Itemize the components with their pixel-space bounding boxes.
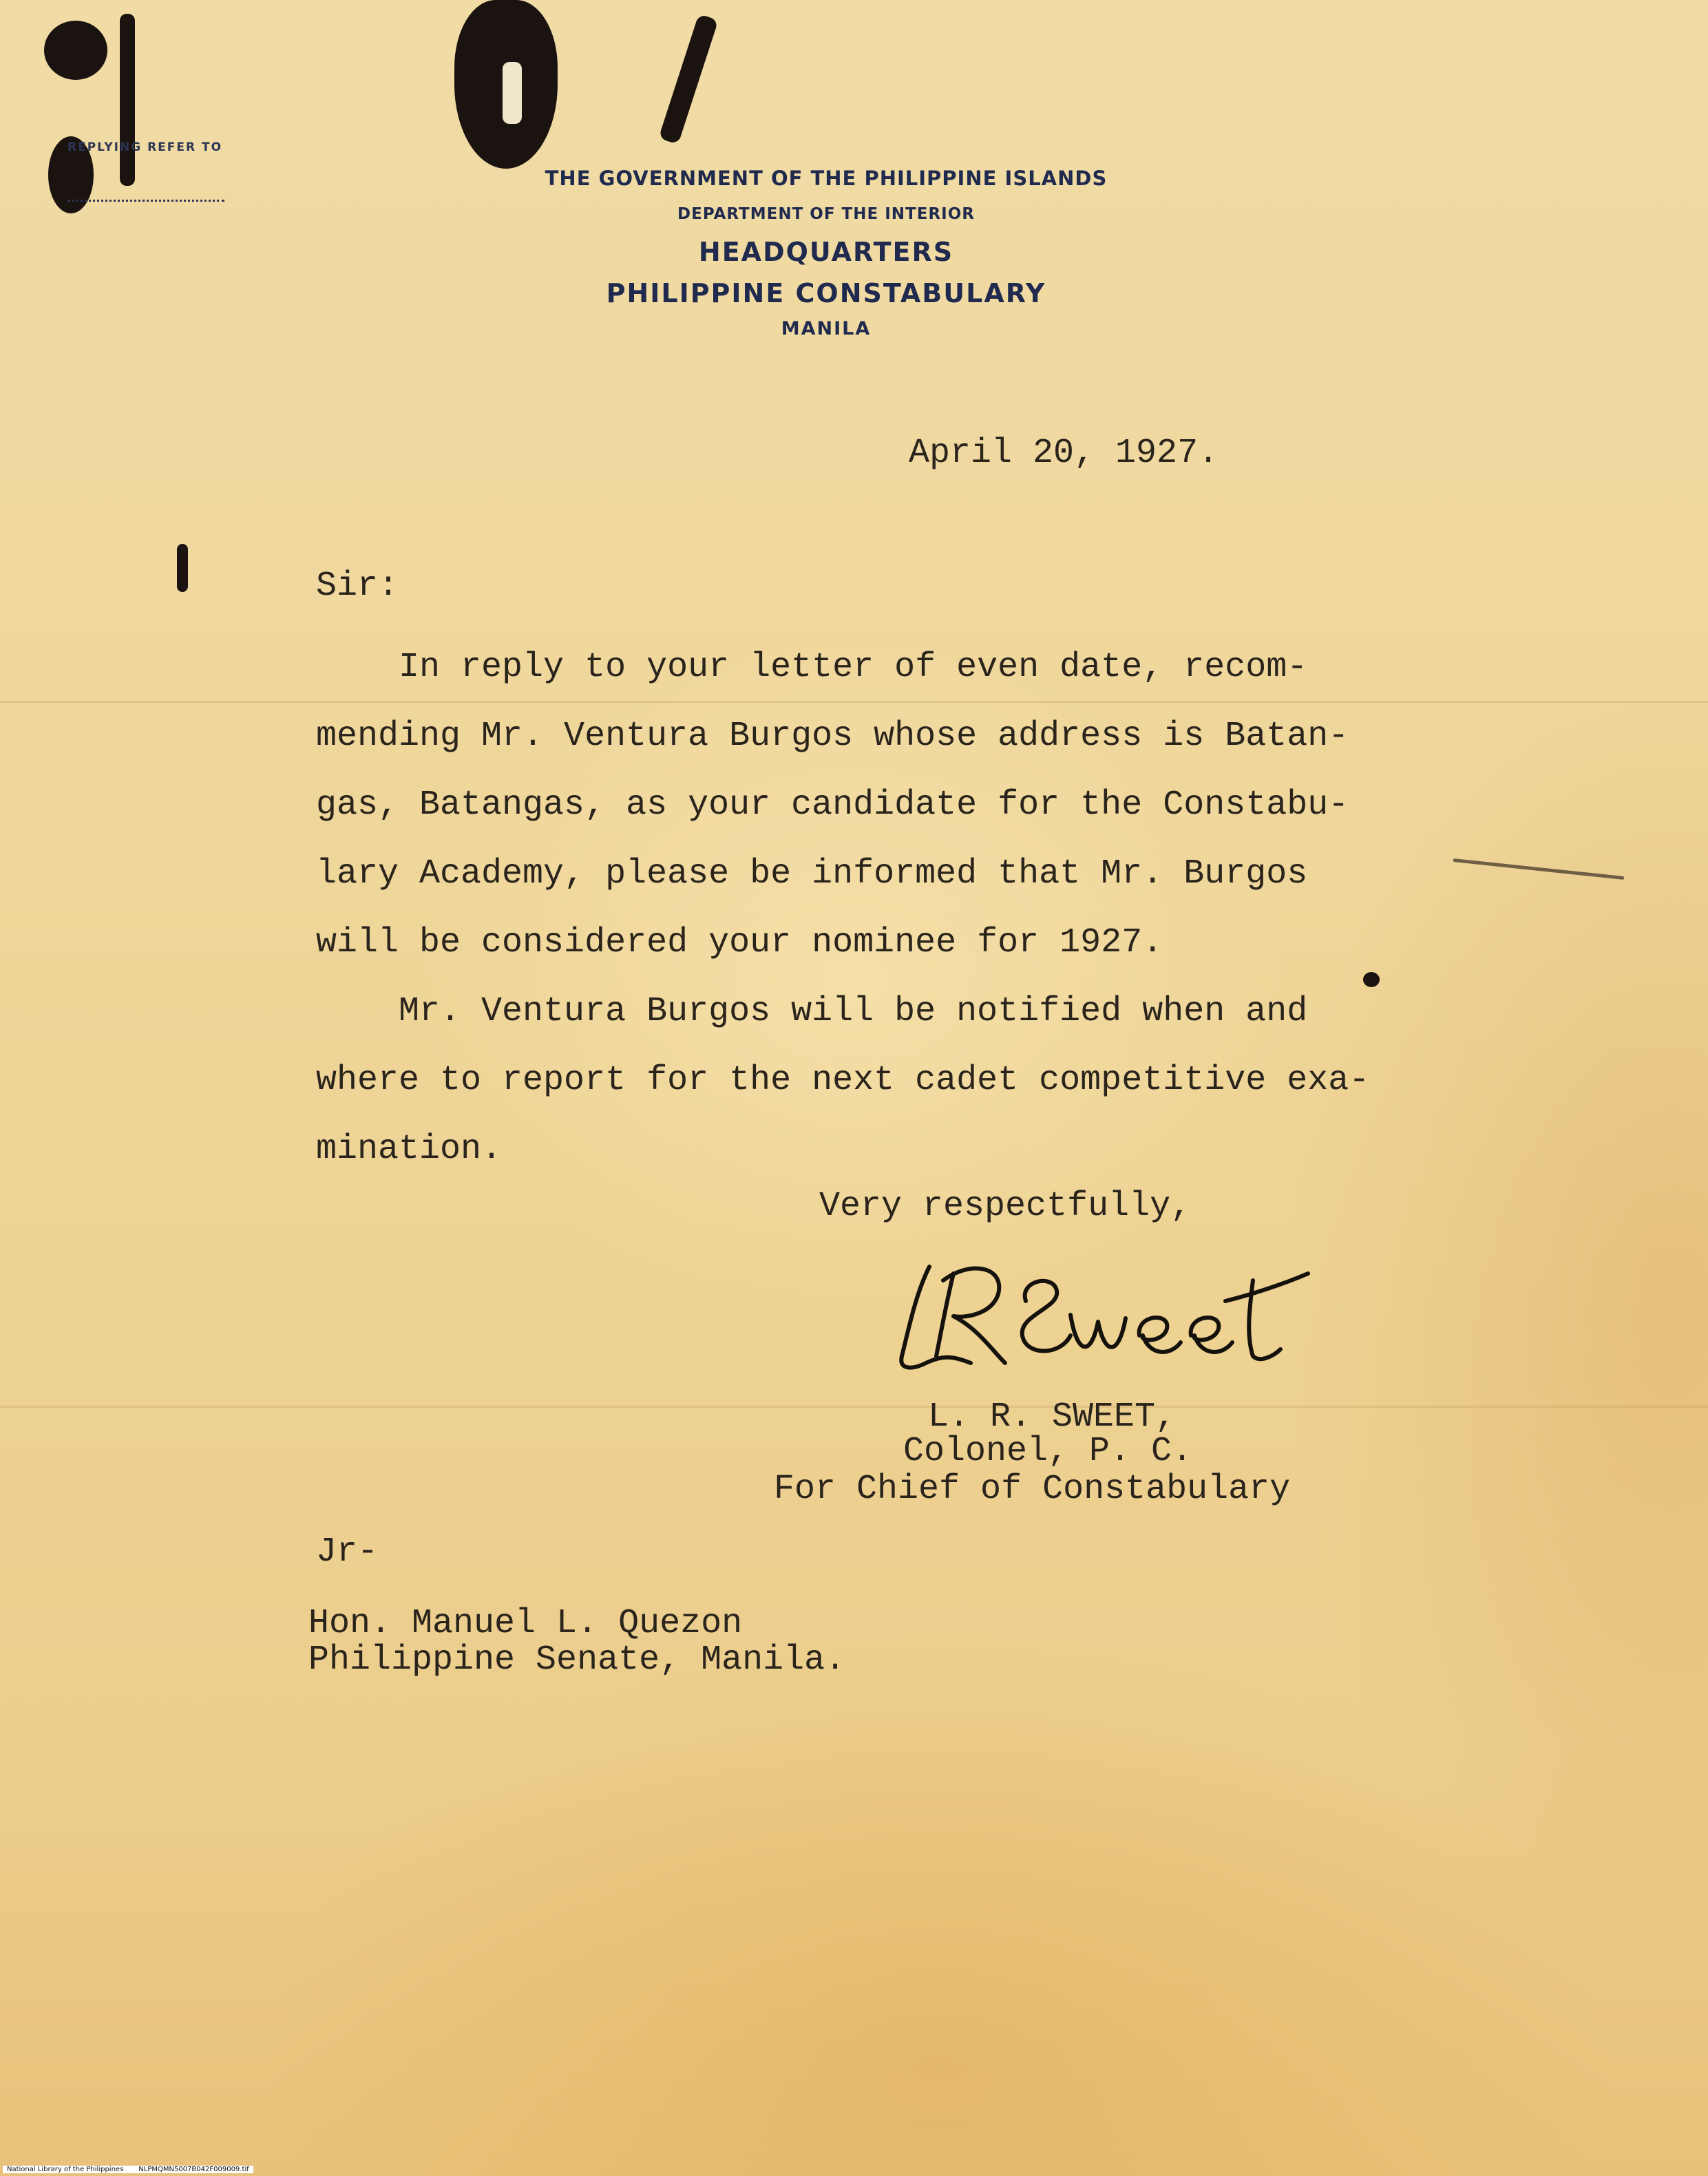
reference-label: REPLYING REFER TO (67, 140, 223, 154)
library-credit: National Library of the Philippines (7, 2166, 124, 2173)
ink-stain-highlight (503, 62, 522, 124)
signatory-role: For Chief of Constabulary (774, 1470, 1291, 1509)
ink-stain (120, 14, 135, 186)
paragraph-line: mination. (316, 1130, 503, 1169)
paragraph-line: Mr. Ventura Burgos will be notified when and (316, 992, 1308, 1031)
letterhead-government: THE GOVERNMENT OF THE PHILIPPINE ISLANDS (545, 167, 1108, 190)
salutation: Sir: (316, 567, 399, 606)
closing: Very respectfully, (819, 1187, 1192, 1226)
paragraph-line: where to report for the next cadet competitive exa- (316, 1061, 1370, 1100)
ink-stain (658, 14, 718, 145)
paragraph-line: gas, Batangas, as your candidate for the Constabu- (316, 785, 1349, 825)
archive-footer (3, 2166, 253, 2173)
fold-line-lower (0, 1406, 1708, 1408)
paragraph-line: lary Academy, please be informed that Mr. Burgos (316, 854, 1308, 894)
letterhead-city: MANILA (781, 318, 872, 339)
file-name: NLPMQMN5007B042F009009.tif (138, 2166, 249, 2173)
paragraph-line: In reply to your letter of even date, recom- (316, 648, 1308, 687)
typist-initials: Jr- (316, 1532, 379, 1572)
paragraph-line: mending Mr. Ventura Burgos whose address is Batan- (316, 717, 1349, 756)
recipient-name: Hon. Manuel L. Quezon (308, 1604, 743, 1643)
handwritten-signature (888, 1253, 1315, 1377)
paragraph-2 (316, 978, 1369, 1184)
reference-line (67, 200, 224, 202)
letterhead-organization: PHILIPPINE CONSTABULARY (606, 278, 1046, 308)
ink-stain (44, 21, 107, 80)
ink-stain (177, 544, 188, 592)
paragraph-line: will be considered your nominee for 1927. (316, 923, 1163, 962)
signatory-rank: Colonel, P. C. (903, 1432, 1193, 1471)
ink-streak (1453, 858, 1624, 880)
paragraph-1 (316, 633, 1349, 978)
letterhead-department: DEPARTMENT OF THE INTERIOR (677, 205, 975, 223)
letter-date: April 20, 1927. (909, 434, 1219, 473)
letterhead-office: HEADQUARTERS (698, 237, 954, 267)
signatory-name: L. R. SWEET, (928, 1397, 1177, 1437)
recipient-address: Philippine Senate, Manila. (308, 1640, 846, 1680)
